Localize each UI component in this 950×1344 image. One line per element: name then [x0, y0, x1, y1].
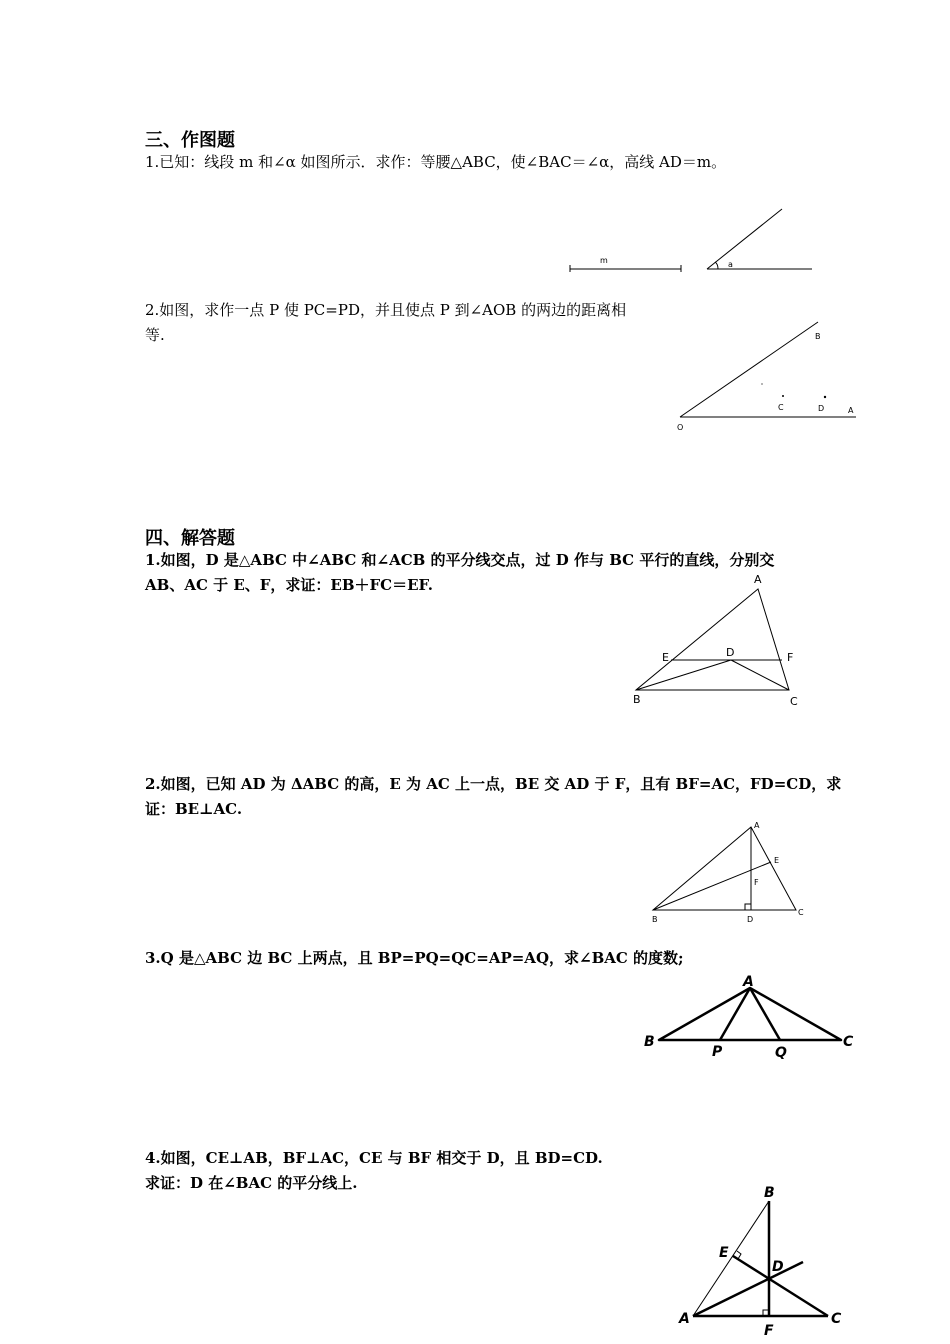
label-A: A: [743, 974, 754, 990]
label-m: m: [600, 256, 608, 265]
label-Q: Q: [775, 1045, 787, 1061]
s4-q1-line2: AB、AC 于 E、F，求证：EB＋FC＝EF.: [145, 576, 433, 594]
label-A: A: [754, 573, 762, 586]
label-B: B: [652, 915, 658, 924]
label-alpha: a: [728, 260, 733, 269]
s4-q3-text: 3.Q 是△ABC 边 BC 上两点，且 BP=PQ=QC=AP=AQ，求∠BAC 的度数;: [145, 949, 684, 967]
label-C: C: [831, 1311, 842, 1327]
label-C: C: [843, 1034, 854, 1050]
label-P: P: [712, 1044, 723, 1060]
s4-q4-line1: 4.如图，CE⊥AB，BF⊥AC，CE 与 BF 相交于 D，且 BD=CD.: [145, 1149, 603, 1167]
label-A: A: [848, 406, 854, 415]
label-B: B: [815, 332, 821, 341]
label-B: B: [633, 693, 641, 706]
s4-q1-line1: 1.如图，D 是△ABC 中∠ABC 和∠ACB 的平分线交点，过 D 作与 BC 平行的直线，分别交: [145, 551, 775, 569]
s4-q2-line1: 2.如图，已知 AD 为 ΔABC 的高，E 为 AC 上一点，BE 交 AD 于 F，且有 BF=AC，FD=CD，求: [145, 775, 842, 793]
label-D: D: [726, 646, 735, 659]
label-D: D: [772, 1259, 784, 1275]
label-C: C: [778, 403, 784, 412]
label-A: A: [754, 821, 760, 830]
label-F: F: [754, 878, 759, 887]
segment-AB: [693, 1201, 769, 1316]
label-D: D: [818, 404, 825, 413]
label-F: F: [787, 651, 794, 664]
s3-q2-line2: 等.: [145, 326, 165, 344]
label-E: E: [719, 1245, 729, 1261]
label-F: F: [764, 1323, 774, 1339]
label-C: C: [798, 908, 804, 917]
label-C: C: [790, 695, 798, 708]
label-B: B: [764, 1185, 775, 1201]
label-O: O: [677, 423, 684, 432]
label-A: A: [679, 1311, 690, 1327]
s4-q4-line2: 求证：D 在∠BAC 的平分线上.: [145, 1174, 358, 1192]
s4-q2-line2: 证：BE⊥AC.: [145, 800, 243, 818]
s3-q1-text: 1.已知：线段 m 和∠α 如图所示．求作：等腰△ABC，使∠BAC＝∠α，高线 AD＝m。: [145, 153, 727, 171]
label-D: D: [747, 915, 754, 924]
section-4-heading: 四、解答题: [145, 528, 235, 549]
label-B: B: [644, 1034, 655, 1050]
label-E: E: [662, 651, 669, 664]
label-E: E: [774, 856, 780, 865]
section-3-heading: 三、作图题: [145, 130, 235, 151]
s3-q2-line1: 2.如图，求作一点 P 使 PC=PD，并且使点 P 到∠AOB 的两边的距离相: [145, 301, 627, 319]
